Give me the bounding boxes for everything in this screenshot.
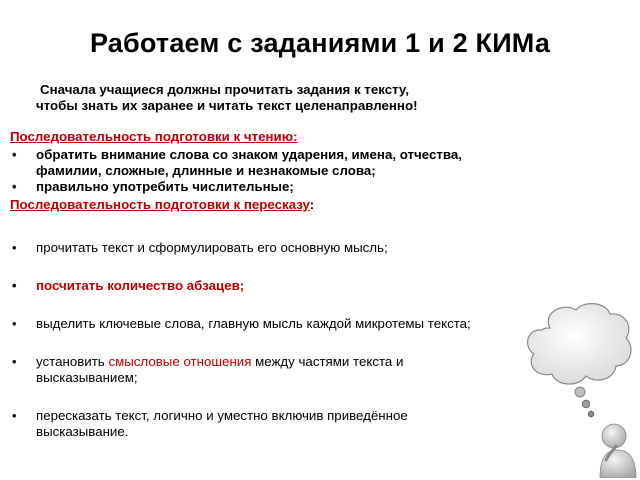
retelling-item-4: установить смысловые отношения между частями текста и высказыванием;	[36, 354, 404, 385]
intro-line-1: Сначала учащиеся должны прочитать задания к тексту,	[40, 82, 410, 97]
person-icon	[600, 424, 636, 478]
bullet-icon: •	[12, 354, 17, 369]
retelling-heading	[10, 197, 314, 213]
list-item	[10, 316, 506, 332]
list-item	[10, 179, 510, 195]
thought-cloud-icon	[528, 304, 631, 384]
slide-title: Работаем с заданиями 1 и 2 КИМа	[89, 28, 551, 58]
intro-text	[36, 82, 506, 114]
thinking-figure-illustration	[520, 300, 638, 478]
retelling-heading-text: Последовательность подготовки к пересказу	[10, 197, 310, 212]
bullet-icon: •	[12, 240, 17, 255]
thought-bubble-icon	[582, 400, 590, 408]
bullet-icon: •	[12, 278, 17, 293]
bullet-icon: •	[12, 147, 17, 162]
reading-heading	[10, 129, 298, 145]
list-item	[10, 240, 510, 256]
retelling-item-1: прочитать текст и сформулировать его основную мысль;	[36, 240, 388, 255]
retelling-item-3: выделить ключевые слова, главную мысль каждой микротемы текста;	[36, 316, 471, 331]
list-item	[10, 147, 510, 179]
thought-bubble-icon	[588, 411, 594, 417]
reading-item-2: правильно употребить числительные;	[36, 179, 294, 194]
retelling-item-2: посчитать количество абзацев;	[36, 278, 245, 293]
reading-list	[10, 147, 510, 195]
reading-heading-text: Последовательность подготовки к чтению:	[10, 129, 298, 144]
semantic-relations-highlight: смысловые отношения	[108, 354, 252, 369]
thought-bubble-icon	[575, 387, 585, 397]
bullet-icon: •	[12, 316, 17, 331]
list-item	[10, 408, 476, 440]
bullet-icon: •	[12, 179, 17, 194]
list-item	[10, 278, 510, 294]
intro-line-2: чтобы знать их заранее и читать текст целенаправленно!	[36, 98, 418, 113]
list-item	[10, 354, 476, 386]
retelling-list	[10, 240, 510, 440]
retelling-item-5: пересказать текст, логично и уместно включив приведённое высказывание.	[36, 408, 408, 439]
bullet-icon: •	[12, 408, 17, 423]
reading-item-1: обратить внимание слова со знаком ударения, имена, отчества, фамилии, сложные, длинные и незнакомые слова;	[36, 147, 462, 178]
retelling-heading-colon: :	[309, 197, 315, 212]
